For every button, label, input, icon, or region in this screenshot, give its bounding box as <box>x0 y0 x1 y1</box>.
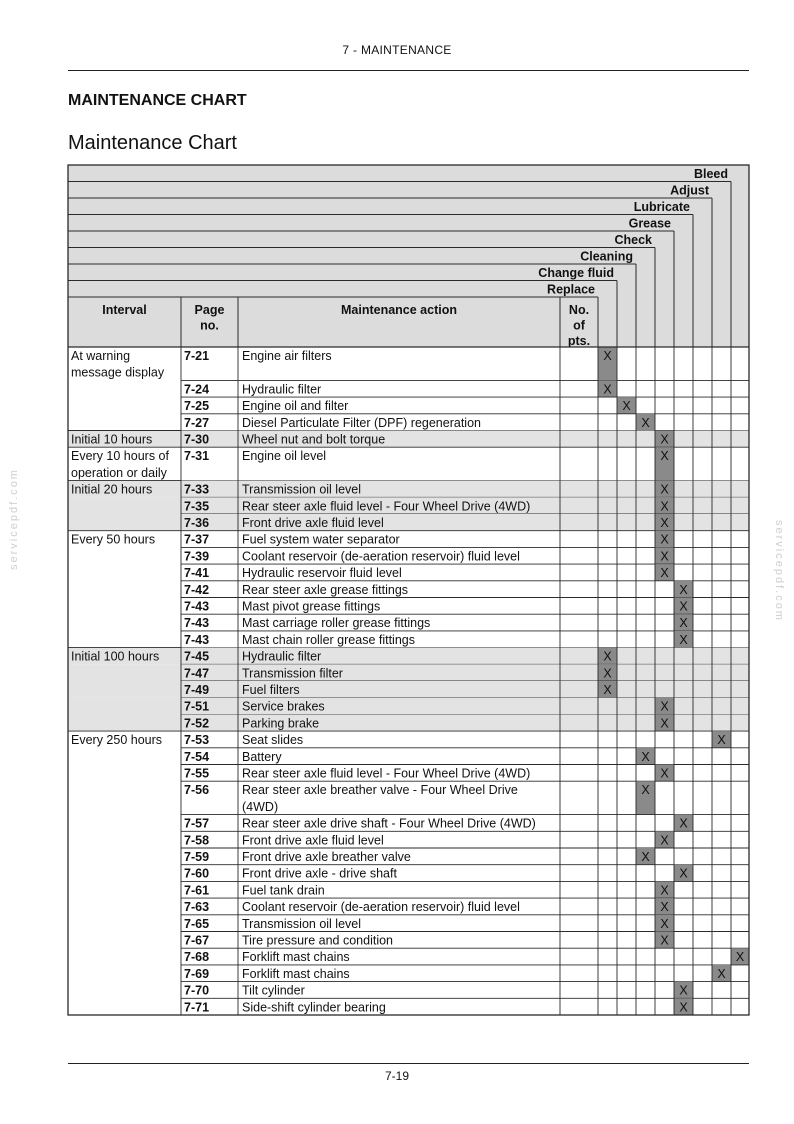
page-number-cell: 7-36 <box>184 516 210 530</box>
page-number-cell: 7-45 <box>184 649 210 664</box>
page-number-cell: 7-43 <box>184 616 210 631</box>
action-label: Front drive axle fluid level <box>242 516 384 530</box>
footer-rule <box>68 1063 749 1064</box>
page-number-cell: 7-37 <box>184 532 210 547</box>
op-header-grease: Grease <box>628 216 671 231</box>
interval-label: message display <box>71 365 165 380</box>
mark-x: X <box>660 566 669 581</box>
mark-x: X <box>735 950 745 965</box>
page-number-cell: 7-42 <box>184 582 210 597</box>
chart-title: Maintenance Chart <box>68 132 237 154</box>
page-number-cell: 7-27 <box>184 415 210 430</box>
action-label: Forklift mast chains <box>242 950 350 965</box>
interval-label: At warning <box>71 349 131 363</box>
mark-x: X <box>603 349 612 363</box>
interval-label: Initial 10 hours <box>71 432 153 447</box>
page-number-cell: 7-41 <box>184 566 210 581</box>
action-label: Hydraulic reservoir fluid level <box>242 566 402 581</box>
mark-x: X <box>660 532 669 547</box>
mark-x: X <box>660 449 669 464</box>
page-number-cell: 7-61 <box>184 883 210 898</box>
mark-x: X <box>679 1000 688 1015</box>
shaded-row <box>68 664 749 681</box>
page-number-cell: 7-52 <box>184 716 210 731</box>
op-header-cleaning: Cleaning <box>580 249 633 264</box>
mark-x: X <box>641 783 650 798</box>
page-number-cell: 7-55 <box>184 766 210 781</box>
action-label: Transmission oil level <box>242 916 362 931</box>
action-label: Hydraulic filter <box>242 382 322 397</box>
action-label: Diesel Particulate Filter (DPF) regeneration <box>242 415 481 430</box>
action-label: Rear steer axle fluid level - Four Wheel Drive (4WD) <box>242 766 531 781</box>
mark-x: X <box>641 415 650 430</box>
mark-x: X <box>660 432 669 447</box>
interval-label: Every 10 hours of <box>71 449 169 464</box>
page-number-cell: 7-71 <box>184 1000 210 1015</box>
action-label: Fuel tank drain <box>242 883 325 898</box>
page-number-cell: 7-54 <box>184 749 210 764</box>
page-number-cell: 7-70 <box>184 983 210 998</box>
action-label: Fuel filters <box>242 683 300 697</box>
mark-x: X <box>641 850 650 864</box>
page-number-cell: 7-59 <box>184 850 210 864</box>
page-number-cell: 7-65 <box>184 916 210 931</box>
page-header: no. <box>200 318 219 333</box>
mark-x: X <box>660 933 669 948</box>
action-label: Rear steer axle fluid level - Four Wheel Drive (4WD) <box>242 499 531 514</box>
interval-label: Initial 20 hours <box>71 482 153 497</box>
mark-x: X <box>679 866 688 881</box>
watermark-left: servicepdf.com <box>8 468 20 570</box>
action-label: Mast carriage roller grease fittings <box>242 616 431 631</box>
mark-x: X <box>660 499 669 514</box>
mark-x: X <box>622 399 631 414</box>
page-number-cell: 7-68 <box>184 950 210 965</box>
table-header-bg <box>68 165 749 347</box>
page-number-cell: 7-69 <box>184 966 210 981</box>
page-number-cell: 7-58 <box>184 833 210 848</box>
page-header: Page <box>194 303 225 317</box>
op-header-bleed: Bleed <box>693 167 728 181</box>
mark-x: X <box>679 816 688 831</box>
action-label: Hydraulic filter <box>242 649 322 664</box>
points-header: pts. <box>567 334 591 348</box>
action-label: Engine oil level <box>242 449 327 464</box>
action-header: Maintenance action <box>341 303 457 317</box>
mark-x: X <box>660 482 669 497</box>
op-header-replace: Replace <box>547 282 595 297</box>
mark-x: X <box>679 599 688 614</box>
action-label: Tire pressure and condition <box>242 933 394 948</box>
action-label: Engine air filters <box>242 349 332 363</box>
page-number-cell: 7-51 <box>184 699 210 714</box>
mark-x: X <box>660 716 669 731</box>
page-number-cell: 7-39 <box>184 549 210 564</box>
section-title: MAINTENANCE CHART <box>68 92 247 109</box>
shaded-row <box>68 514 749 531</box>
action-label: Front drive axle breather valve <box>242 850 411 864</box>
op-header-adjust: Adjust <box>670 183 709 198</box>
mark-x: X <box>660 766 669 781</box>
shaded-row <box>68 698 749 715</box>
action-label: Transmission filter <box>242 666 343 681</box>
page-number-cell: 7-67 <box>184 933 210 948</box>
mark-x: X <box>603 683 612 697</box>
page-number-cell: 7-25 <box>184 399 210 414</box>
shaded-row <box>68 681 749 698</box>
page-number-cell: 7-60 <box>184 866 210 881</box>
page-number-cell: 7-63 <box>184 900 210 915</box>
page-number-cell: 7-47 <box>184 666 210 681</box>
page-number: 7-19 <box>384 1069 410 1083</box>
action-label: Mast chain roller grease fittings <box>242 632 415 647</box>
points-header: No. <box>568 303 590 317</box>
mark-x: X <box>660 549 669 564</box>
action-label: Transmission oil level <box>242 482 362 497</box>
mark-x: X <box>660 916 669 931</box>
page-number-cell: 7-43 <box>184 599 210 614</box>
mark-x: X <box>641 749 650 764</box>
page-number-cell: 7-56 <box>184 783 210 798</box>
action-label: Wheel nut and bolt torque <box>242 432 386 447</box>
action-label: Front drive axle - drive shaft <box>242 866 397 881</box>
running-head: 7 - MAINTENANCE <box>342 43 452 57</box>
mark-x: X <box>660 883 669 898</box>
page-number-cell: 7-21 <box>184 349 210 363</box>
interval-label: Every 50 hours <box>71 532 156 547</box>
shaded-row <box>68 714 749 731</box>
op-header-check: Check <box>614 233 652 247</box>
page-number-cell: 7-31 <box>184 449 210 464</box>
mark-x: X <box>603 382 612 397</box>
page-number-cell: 7-43 <box>184 632 210 647</box>
interval-label: Initial 100 hours <box>71 649 160 664</box>
action-label: Fuel system water separator <box>242 532 400 547</box>
mark-x: X <box>679 582 688 597</box>
action-label: Front drive axle fluid level <box>242 833 384 848</box>
page-number-cell: 7-49 <box>184 683 210 697</box>
interval-header: Interval <box>102 303 147 317</box>
mark-x: X <box>679 983 688 998</box>
page-number-cell: 7-57 <box>184 816 210 831</box>
page-number-cell: 7-30 <box>184 432 210 447</box>
action-label: Tilt cylinder <box>242 983 305 998</box>
action-label: Forklift mast chains <box>242 966 350 981</box>
action-label: Rear steer axle grease fittings <box>242 582 409 597</box>
action-label: Parking brake <box>242 716 320 731</box>
mark-x: X <box>660 833 669 848</box>
mark-x: X <box>717 733 726 748</box>
mark-x: X <box>660 516 669 530</box>
action-label: Rear steer axle drive shaft - Four Wheel Drive (4WD) <box>242 816 536 831</box>
mark-x: X <box>679 632 688 647</box>
points-header: of <box>573 318 585 333</box>
action-label: Mast pivot grease fittings <box>242 599 381 614</box>
action-label: Coolant reservoir (de-aeration reservoir) fluid level <box>242 549 520 564</box>
interval-label: Every 250 hours <box>71 733 163 748</box>
action-label: Service brakes <box>242 699 325 714</box>
page-number-cell: 7-35 <box>184 499 210 514</box>
mark-x: X <box>679 616 688 631</box>
action-label: Coolant reservoir (de-aeration reservoir) fluid level <box>242 900 520 915</box>
mark-x: X <box>660 900 669 915</box>
mark-x: X <box>603 649 612 664</box>
shaded-row <box>68 431 749 448</box>
interval-label: operation or daily <box>71 465 167 480</box>
shaded-row <box>68 481 749 498</box>
action-label: (4WD) <box>242 799 279 814</box>
action-label: Side-shift cylinder bearing <box>242 1000 386 1015</box>
mark-x: X <box>660 699 669 714</box>
watermark-right: servicepdf.com <box>773 520 785 622</box>
op-header-change-fluid: Change fluid <box>538 266 614 280</box>
mark-x: X <box>717 966 726 981</box>
op-header-lubricate: Lubricate <box>633 200 690 214</box>
shaded-row <box>68 648 749 665</box>
action-label: Rear steer axle breather valve - Four Wheel Drive <box>242 783 518 798</box>
action-label: Seat slides <box>242 733 304 748</box>
page-number-cell: 7-24 <box>184 382 210 397</box>
page-number-cell: 7-53 <box>184 733 210 748</box>
action-label: Engine oil and filter <box>242 399 349 414</box>
action-label: Battery <box>242 749 282 764</box>
page-number-cell: 7-33 <box>184 482 210 497</box>
mark-x: X <box>603 666 612 681</box>
